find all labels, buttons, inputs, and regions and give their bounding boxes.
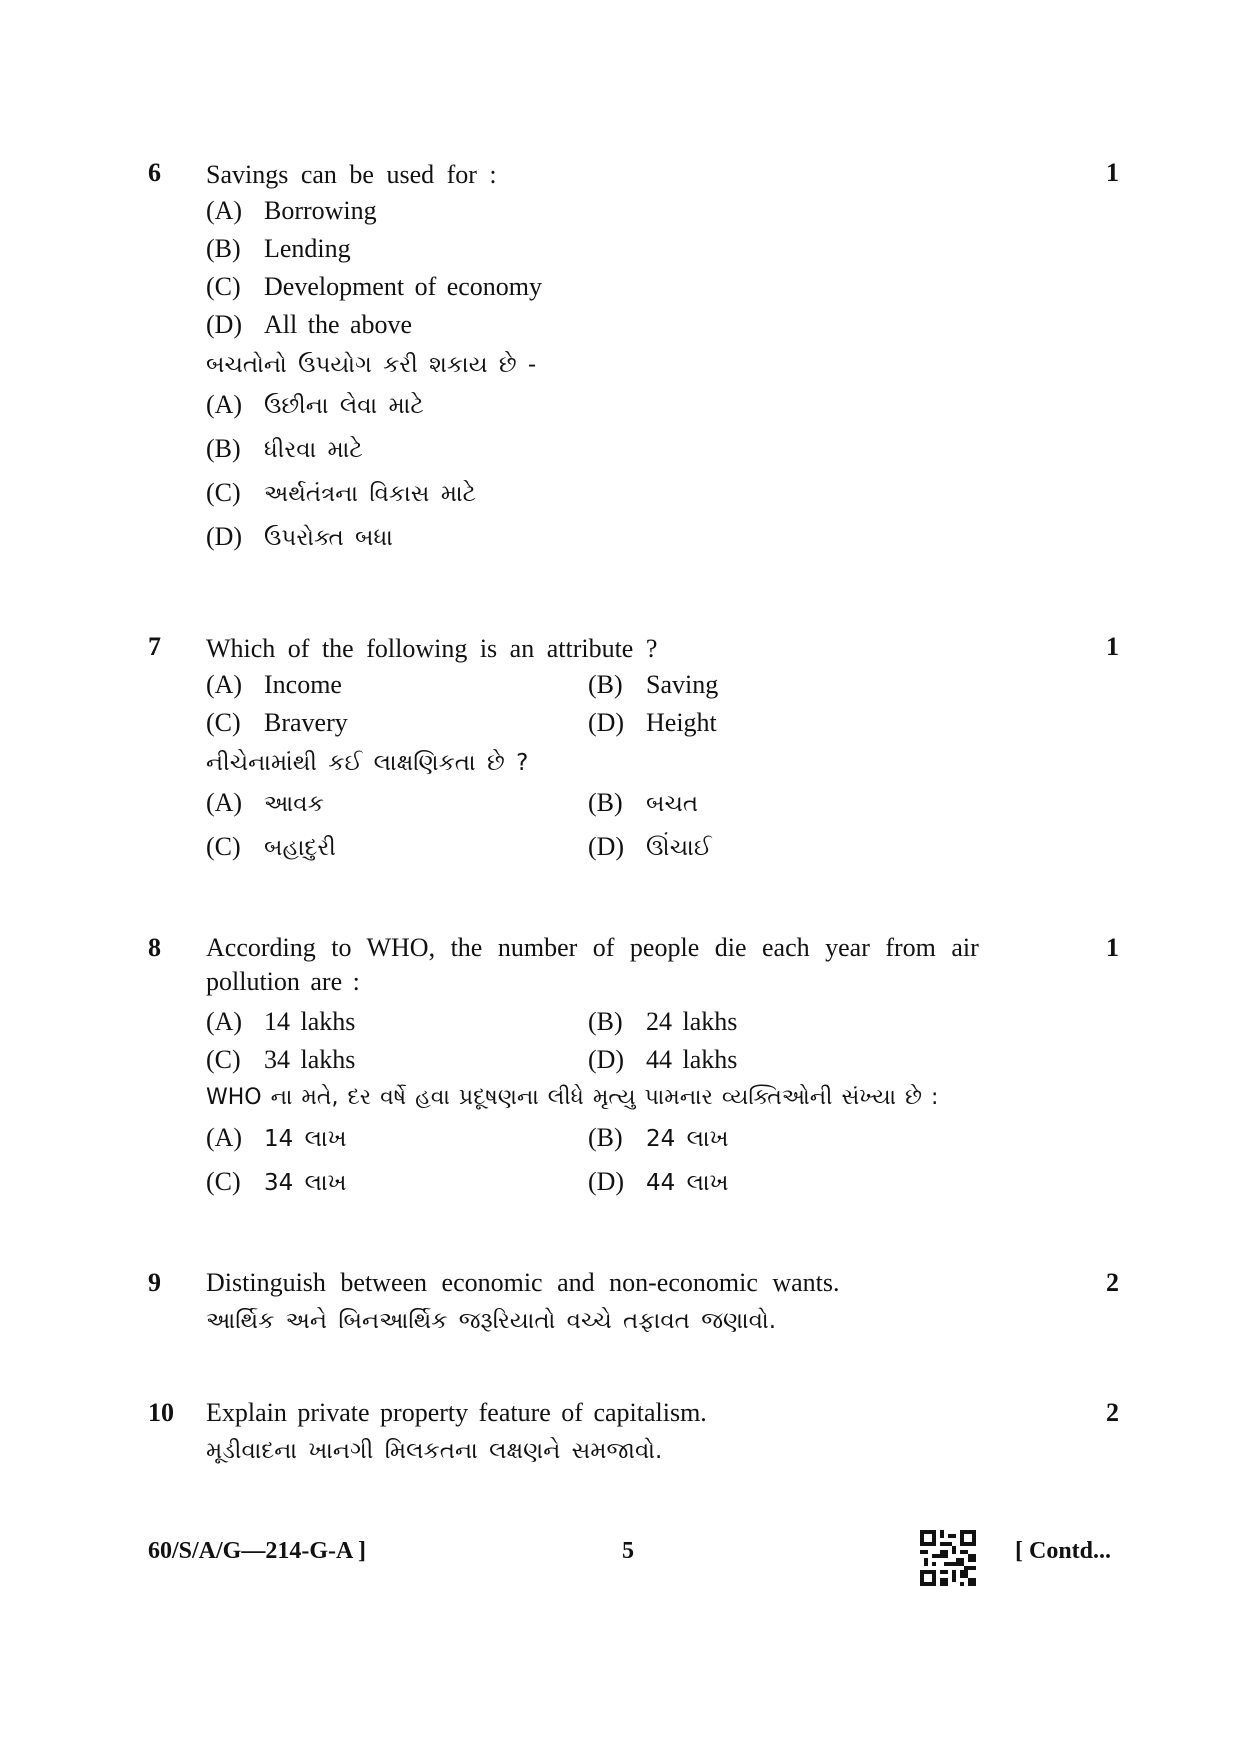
option-d-gujarati: [588, 832, 712, 862]
option-label: (B): [588, 788, 623, 817]
option-label: (A): [206, 788, 243, 817]
option-label: (D): [588, 708, 625, 737]
option-text: ઉપરોક્ત બધા: [264, 525, 393, 551]
option-d-gujarati: [588, 1167, 729, 1197]
question-text: Which of the following is an attribute ?: [206, 634, 658, 663]
option-label: (D): [588, 832, 625, 861]
option-label: (B): [588, 670, 623, 699]
option-b-gujarati: [588, 788, 698, 818]
option-text: Development of economy: [264, 272, 543, 301]
page-number: 5: [622, 1538, 634, 1564]
question-marks: 2: [1106, 1398, 1119, 1427]
option-text: Borrowing: [264, 196, 377, 225]
question-marks: 1: [1106, 632, 1119, 661]
option-c: [206, 272, 542, 302]
option-b-gujarati: [588, 1123, 729, 1153]
option-text: Height: [646, 708, 717, 737]
option-b: [588, 1007, 737, 1037]
option-label: (B): [206, 234, 241, 263]
option-d: [588, 1045, 737, 1075]
option-text: ધીરવા માટે: [264, 437, 363, 463]
question-text-gujarati: મૂડીવાદના ખાનગી મિલકતના લક્ષણને સમજાવો.: [206, 1438, 663, 1464]
option-a: [206, 1007, 355, 1037]
option-label: (B): [588, 1123, 623, 1152]
option-text: આવક: [264, 791, 324, 817]
option-label: (B): [206, 434, 241, 463]
question-text-gujarati: નીચેનામાંથી કઈ લાક્ષણિકતા છે ?: [206, 750, 529, 776]
option-label: (D): [588, 1045, 625, 1074]
question-text: Distinguish between economic and non-economic wants.: [206, 1268, 840, 1297]
option-text: All the above: [264, 310, 413, 339]
question-number: 9: [148, 1268, 161, 1297]
option-text: 34 lakhs: [264, 1045, 356, 1074]
option-label: (A): [206, 196, 243, 225]
question-text-gujarati: બચતોનો ઉપયોગ કરી શકાય છે -: [206, 352, 537, 378]
option-label: (B): [588, 1007, 623, 1036]
question-text: Savings can be used for :: [206, 160, 497, 189]
option-a-gujarati: [206, 788, 324, 818]
qr-code-icon: [920, 1530, 976, 1586]
question-marks: 2: [1106, 1268, 1119, 1297]
option-text: અર્થતંત્રના વિકાસ માટે: [264, 481, 476, 507]
option-c: [206, 708, 348, 738]
option-text: બચત: [646, 791, 699, 817]
question-number: 8: [148, 933, 161, 962]
option-label: (C): [206, 272, 241, 301]
option-text: 24 લાખ: [646, 1126, 729, 1152]
continued-label: [ Contd...: [1015, 1538, 1112, 1564]
option-label: (D): [206, 522, 243, 551]
option-d: [588, 708, 717, 738]
option-c-gujarati: [206, 1167, 347, 1197]
option-label: (A): [206, 1123, 243, 1152]
question-text-gujarati: આર્થિક અને બિનઆર્થિક જરૂરિયાતો વચ્ચે તફાવત જણાવો.: [206, 1308, 777, 1334]
option-text: 24 lakhs: [646, 1007, 738, 1036]
option-label: (C): [206, 708, 241, 737]
question-text: Explain private property feature of capitalism.: [206, 1398, 707, 1427]
option-a-gujarati: [206, 1123, 347, 1153]
option-label: (D): [588, 1167, 625, 1196]
option-d: [206, 310, 412, 340]
option-c-gujarati: [206, 478, 476, 508]
paper-code: 60/S/A/G—214-G-A ]: [148, 1538, 367, 1564]
option-label: (C): [206, 1167, 241, 1196]
option-text: Saving: [646, 670, 719, 699]
option-a: [206, 196, 377, 226]
option-text: 14 lakhs: [264, 1007, 356, 1036]
option-text: બહાદુરી: [264, 835, 336, 861]
option-text: ઉછીના લેવા માટે: [264, 393, 424, 419]
option-c-gujarati: [206, 832, 336, 862]
option-label: (C): [206, 832, 241, 861]
option-label: (C): [206, 478, 241, 507]
option-text: Lending: [264, 234, 351, 263]
option-text: ઊંચાઈ: [646, 835, 712, 861]
option-a-gujarati: [206, 390, 424, 420]
question-marks: 1: [1106, 158, 1119, 187]
question-number: 10: [148, 1398, 174, 1427]
option-b-gujarati: [206, 434, 363, 464]
option-label: (C): [206, 1045, 241, 1074]
option-text: 44 લાખ: [646, 1170, 729, 1196]
option-text: 14 લાખ: [264, 1126, 347, 1152]
option-text: Bravery: [264, 708, 348, 737]
option-d-gujarati: [206, 522, 393, 552]
question-text-gujarati: WHO ના મતે, દર વર્ષે હવા પ્રદૂષણના લીધે મૃત્યુ પામનાર વ્યક્તિઓની સંખ્યા છે :: [206, 1085, 939, 1110]
option-c: [206, 1045, 355, 1075]
question-number: 6: [148, 158, 161, 187]
option-label: (D): [206, 310, 243, 339]
option-text: 44 lakhs: [646, 1045, 738, 1074]
option-text: 34 લાખ: [264, 1170, 347, 1196]
option-a: [206, 670, 342, 700]
option-b: [588, 670, 718, 700]
option-label: (A): [206, 1007, 243, 1036]
question-number: 7: [148, 632, 161, 661]
option-text: Income: [264, 670, 342, 699]
question-text-line-2: pollution are :: [206, 967, 360, 996]
question-marks: 1: [1106, 933, 1119, 962]
option-b: [206, 234, 351, 264]
option-label: (A): [206, 670, 243, 699]
question-text-line-1: According to WHO, the number of people die each year from air: [206, 933, 979, 962]
option-label: (A): [206, 390, 243, 419]
